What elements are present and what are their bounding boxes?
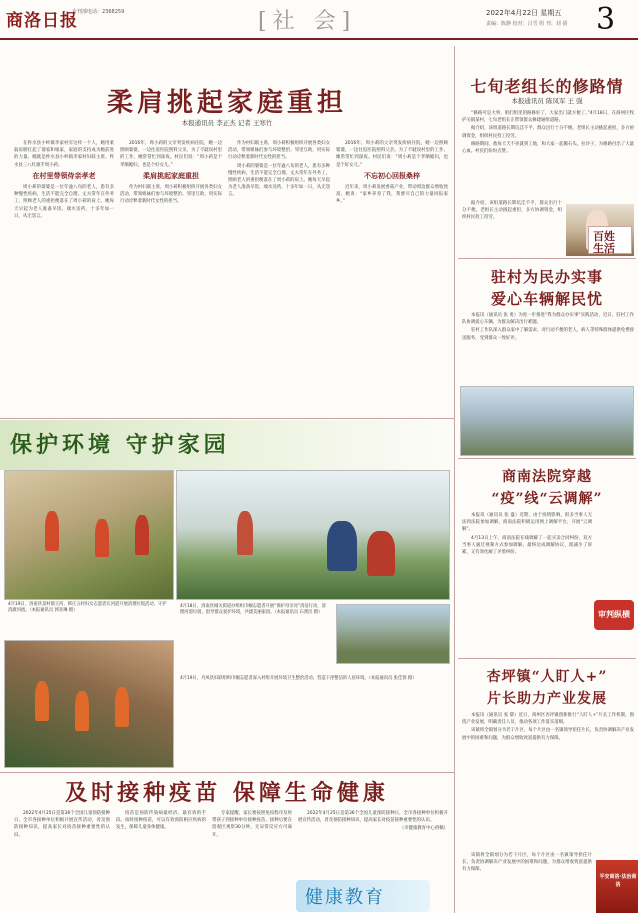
article-headline: “疫”线“云调解” [491,491,603,507]
life-tag-bottom: 生活 [593,242,615,255]
paragraph: 2022年4月25日是第36个全国儿童预防接种日，全市各接种单位积极开展宣传活动，普及预防接种知识，提高家长对疫苗接种重要性的认识。 [14,811,110,838]
article-column [14,810,110,910]
feature-banner-title: 保护环境 守护家园 [10,432,230,458]
paragraph: 该镇将全镇划分为若干片区，每个片区由一名镇领导担任片长，负责协调解决产业发展中的困难和问题，为群众增收致富提供有力保障。 [462,728,634,741]
article-column [462,312,634,384]
article-credit: （市健康教育中心供稿） [399,826,448,832]
article-column [116,810,206,910]
section-divider [0,418,454,419]
public-notice-text: 平安商洛·法治商洛 [599,874,637,888]
section-divider [458,658,636,659]
article-column [14,140,114,410]
photo-orange-vests [4,640,174,768]
photo-river-cleanup [4,470,174,600]
photo-village [460,386,634,456]
article-byline: 本报通讯员 李正杰 记者 王寒竹 [181,119,273,127]
caption-text: 4月18日，洛南县城关街道办组织巾帼志愿者开展“保护母亲河”清洁行动，清理河道垃圾，倡导群众爱护环境，共建美丽家园。 [180,604,326,616]
volunteer-figure [95,519,109,557]
article-column [462,712,634,852]
judicial-tag: 审判纵横 [594,600,634,630]
logo-subtext: 专刊部电话：2368259 [72,9,125,15]
photo-caption [180,604,330,616]
photo-caption [180,676,450,682]
volunteer-figure [135,515,149,555]
paragraph: 周小莉的婆婆是一位年逾八旬的老人，患有多种慢性疾病，生活不能完全自理。丈夫常年在外务工，照顾老人的重担便落在了周小莉的肩上。她每天早起为老人准备早饭、端水送药，十多年如一日，从无怨言。 [228,163,330,198]
article-headline: 爱心车辆解民忧 [490,290,603,308]
paragraph: 4月13日上午，商南法院在线调解了一起买卖合同纠纷，双方当事人通过视频方式参加调解，最终达成调解协议，既减少了诉累，又有效化解了矛盾纠纷。 [462,535,592,556]
paragraph: 近年来，周小莉发展香菇产业，带动周边群众增收致富，她说：“家乡养育了我，我要尽自己的力量回报家乡。” [336,185,448,205]
article-column [336,140,448,410]
article-subhead: 不忘初心回报桑梓 [364,171,420,180]
article-column [462,110,634,200]
volunteer-figure [115,687,129,727]
health-education-label: 健康教育 [305,887,385,908]
paragraph: 作为村妇联主席，周小莉积极组织开展各类妇女活动，带领姐妹们参与环境整治、邻里互助，用实际行动诠释着新时代女性的担当。 [228,141,330,161]
paragraph: 该镇将全镇划分为若干片区，每个片区由一名镇领导担任片长，负责协调解决产业发展中的困难和问题，为群众增收致富提供有力保障。 [462,853,592,873]
paragraph: 据介绍，该组道路长期坑洼不平，群众出行十分不便。老组长主动挑起重担，多方协调资金，组织村民投工投劳。 [462,201,562,221]
article-headline: 商南法院穿越 [502,469,592,485]
article-headline: 及时接种疫苗 保障生命健康 [65,780,389,806]
photo-women-cleaning [176,470,450,600]
paragraph: 2016年，周小莉的父亲突发疾病住院，她一边照顾婆婆，一边往返医院照料父亲。为了不耽误村里的工作，她常常忙到深夜。村民们说：“周小莉是个孝顺媳妇，也是个好女儿。” [120,141,222,168]
caption-credit: （本报通讯员 石蕾民 摄） [274,610,323,616]
paragraph: 疫苗是预防传染病最经济、最有效的手段。按时接种疫苗，可以有效预防相应疾病的发生，保障儿童身体健康。 [116,811,206,831]
paragraph: 作为村妇联主席，周小莉积极组织开展各类妇女活动，带领姐妹们参与环境整治、邻里互助，用实际行动诠释着新时代女性的担当。 [120,185,222,205]
paragraph: 在柞水县小岭镇李家村有这样一个人，她用柔弱肩膀扛起了婆家和娘家，家庭的支持成为她前进的力量。她就是柞水县小岭镇李家村妇联主席、柞水县三八红旗手周小莉。 [14,141,114,168]
article-column [462,852,592,910]
article-headline: 柔肩挑起家庭重担 [106,88,347,118]
caption-credit: （本报通讯员 张佳蓉 摄） [368,676,417,681]
paragraph: 2016年，周小莉的父亲突发疾病住院，她一边照顾婆婆，一边往返医院照料父亲。为了不耽误村里的工作，她常常忙到深夜。村民们说：“周小莉是个孝顺媳妇，也是个好女儿。” [336,141,448,168]
paragraph: 驻村工作队深入群众家中了解需求，对行动不便的老人、病人等特殊群体提供免费接送服务，受到群众一致好评。 [462,328,634,341]
article-headline: 七旬老组长的修路情 [470,77,624,96]
article-subhead: 柔肩挑起家庭重担 [143,171,199,180]
life-tag-top: 百姓 [593,230,615,243]
paragraph: 本报讯（通讯员 张 勇）为进一步推进“我为群众办实事”实践活动，近日，驻村工作队协调爱心车辆，为群众解决出行难题。 [462,313,634,326]
caption-text: 4月19日，洛南县景村镇王河、韩庄五村妇女志愿者在河道开展清理垃圾活动，守护清澈河流。 [8,602,167,614]
column-divider [454,46,455,913]
article-subhead: 在村里带领侍亲孝老 [32,171,96,180]
paragraph: 2022年4月25日是第36个全国儿童预防接种日，全市各接种单位积极开展宣传活动，普及预防接种知识，提高家长对疫苗接种重要性的认识。 [298,811,448,824]
section-divider [458,458,636,459]
newspaper-logo: 商洛日报 [6,11,78,31]
page-number: 3 [596,2,616,37]
volunteer-figure [75,691,89,731]
article-headline: 杏坪镇“人盯人+” [486,669,608,685]
paragraph: 修路期间，他每天天不亮就到工地，和大家一起搬石头、拉沙子，为修路付出了大量心血。村民们纷纷点赞。 [462,141,634,155]
volunteer-figure [237,511,253,555]
article-column [120,140,222,410]
caption-credit: （本报通讯员 郭亚琳 摄） [29,608,78,614]
paragraph: 周小莉的婆婆是一位年逾八旬的老人，患有多种慢性疾病，生活不能完全自理。丈夫常年在外务工，照顾老人的重担便落在了周小莉的肩上。她每天早起为老人准备早饭、端水送药，十多年如一日，从无怨言。 [14,185,114,219]
section-divider [458,258,636,259]
volunteer-figure [367,531,395,576]
section-divider [0,772,454,773]
article-headline: 片长助力产业发展 [487,691,607,707]
article-column [212,810,292,910]
photo-caption [8,602,168,614]
caption-text: 4月19日，丹凤县妇联组织巾帼志愿者深入村组开展环境卫生整治活动，营造干净整洁的人居环境。 [180,676,369,681]
article-headline: 驻村为民办实事 [490,268,603,286]
paragraph: 本报讯（通讯员 张 盛）近期，由于疫情影响，很多当事人无法到法院参加调解，商南法院积极运用网上调解平台，开展“云调解”。 [462,513,592,533]
paragraph: 据介绍，该组道路长期坑洼不平，群众出行十分不便。老组长主动挑起重担，多方协调资金，组织村民投工投劳。 [462,126,634,139]
article-column [298,810,448,874]
article-column [228,140,330,410]
paragraph: 专家提醒，家长要按照免疫程序及时带孩子到接种单位接种疫苗，接种后要在留观区观察30分钟，无异常反应方可离开。 [212,811,292,838]
article-byline: 本报通讯员 陈凤军 王 强 [511,97,583,105]
editor-credits: 责编：陈静 校对：吕雪 组 刊：刘 倩 [486,21,568,27]
volunteer-figure [35,681,49,721]
paragraph: “修路可是大事，咱们组里的路修好了，大家出门就方便了。”4月18日，在商州区牧护关镇某村，七旬老组长正带领群众修建通组道路。 [462,111,634,124]
issue-date: 2022年4月22日 星期五 [486,9,562,17]
volunteer-figure [327,521,357,571]
article-column [462,512,592,656]
article-column [462,200,562,256]
section-title: [社 会] [258,9,357,34]
paragraph: 本报讯（通讯员 张 黎）近日，商州区杏坪镇创新推行“人盯人+”片长工作机制，围绕产业发展，明确责任人员，推动各项工作落实落细。 [462,713,634,726]
photo-streetside [336,604,450,664]
volunteer-figure [45,511,59,551]
